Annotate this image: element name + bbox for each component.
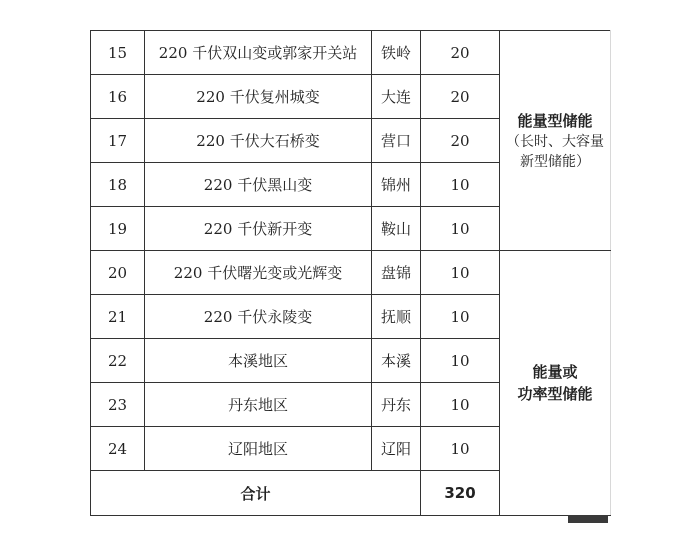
city-name: 大连	[372, 75, 421, 119]
city-name: 营口	[372, 119, 421, 163]
capacity-value: 20	[421, 119, 500, 163]
storage-site-table	[90, 30, 611, 516]
city-name: 铁岭	[372, 31, 421, 75]
row-number: 21	[91, 295, 145, 339]
city-name: 盘锦	[372, 251, 421, 295]
city-name: 锦州	[372, 163, 421, 207]
row-number: 19	[91, 207, 145, 251]
city-name: 鞍山	[372, 207, 421, 251]
row-number: 16	[91, 75, 145, 119]
table-row	[91, 251, 611, 295]
city-name: 丹东	[372, 383, 421, 427]
storage-type-note: 新型储能）	[520, 153, 590, 170]
storage-type-power	[500, 251, 611, 516]
capacity-value: 10	[421, 251, 500, 295]
city-name: 辽阳	[372, 427, 421, 471]
capacity-value: 10	[421, 163, 500, 207]
storage-type-title: 功率型储能	[517, 385, 593, 403]
capacity-value: 10	[421, 339, 500, 383]
row-number: 23	[91, 383, 145, 427]
capacity-value: 20	[421, 31, 500, 75]
storage-type-note: （长时、大容量	[506, 133, 604, 150]
site-name: 220 千伏新开变	[145, 207, 372, 251]
row-number: 15	[91, 31, 145, 75]
row-number: 17	[91, 119, 145, 163]
site-name: 220 千伏大石桥变	[145, 119, 372, 163]
site-name: 220 千伏永陵变	[145, 295, 372, 339]
capacity-value: 10	[421, 207, 500, 251]
site-name: 220 千伏双山变或郭家开关站	[145, 31, 372, 75]
city-name: 本溪	[372, 339, 421, 383]
site-name: 本溪地区	[145, 339, 372, 383]
site-name: 220 千伏黑山变	[145, 163, 372, 207]
storage-type-title: 能量或	[532, 363, 578, 381]
site-name: 丹东地区	[145, 383, 372, 427]
table-row	[91, 31, 611, 75]
row-number: 22	[91, 339, 145, 383]
row-number: 18	[91, 163, 145, 207]
row-number: 24	[91, 427, 145, 471]
site-name: 220 千伏曙光变或光辉变	[145, 251, 372, 295]
city-name: 抚顺	[372, 295, 421, 339]
storage-type-energy	[500, 31, 611, 251]
site-name: 220 千伏复州城变	[145, 75, 372, 119]
capacity-value: 10	[421, 383, 500, 427]
capacity-value: 20	[421, 75, 500, 119]
total-label: 合计	[91, 471, 421, 516]
scan-artifact	[568, 515, 608, 523]
site-name: 辽阳地区	[145, 427, 372, 471]
storage-type-title: 能量型储能	[517, 111, 593, 130]
total-value: 320	[421, 471, 500, 516]
capacity-value: 10	[421, 295, 500, 339]
capacity-value: 10	[421, 427, 500, 471]
row-number: 20	[91, 251, 145, 295]
